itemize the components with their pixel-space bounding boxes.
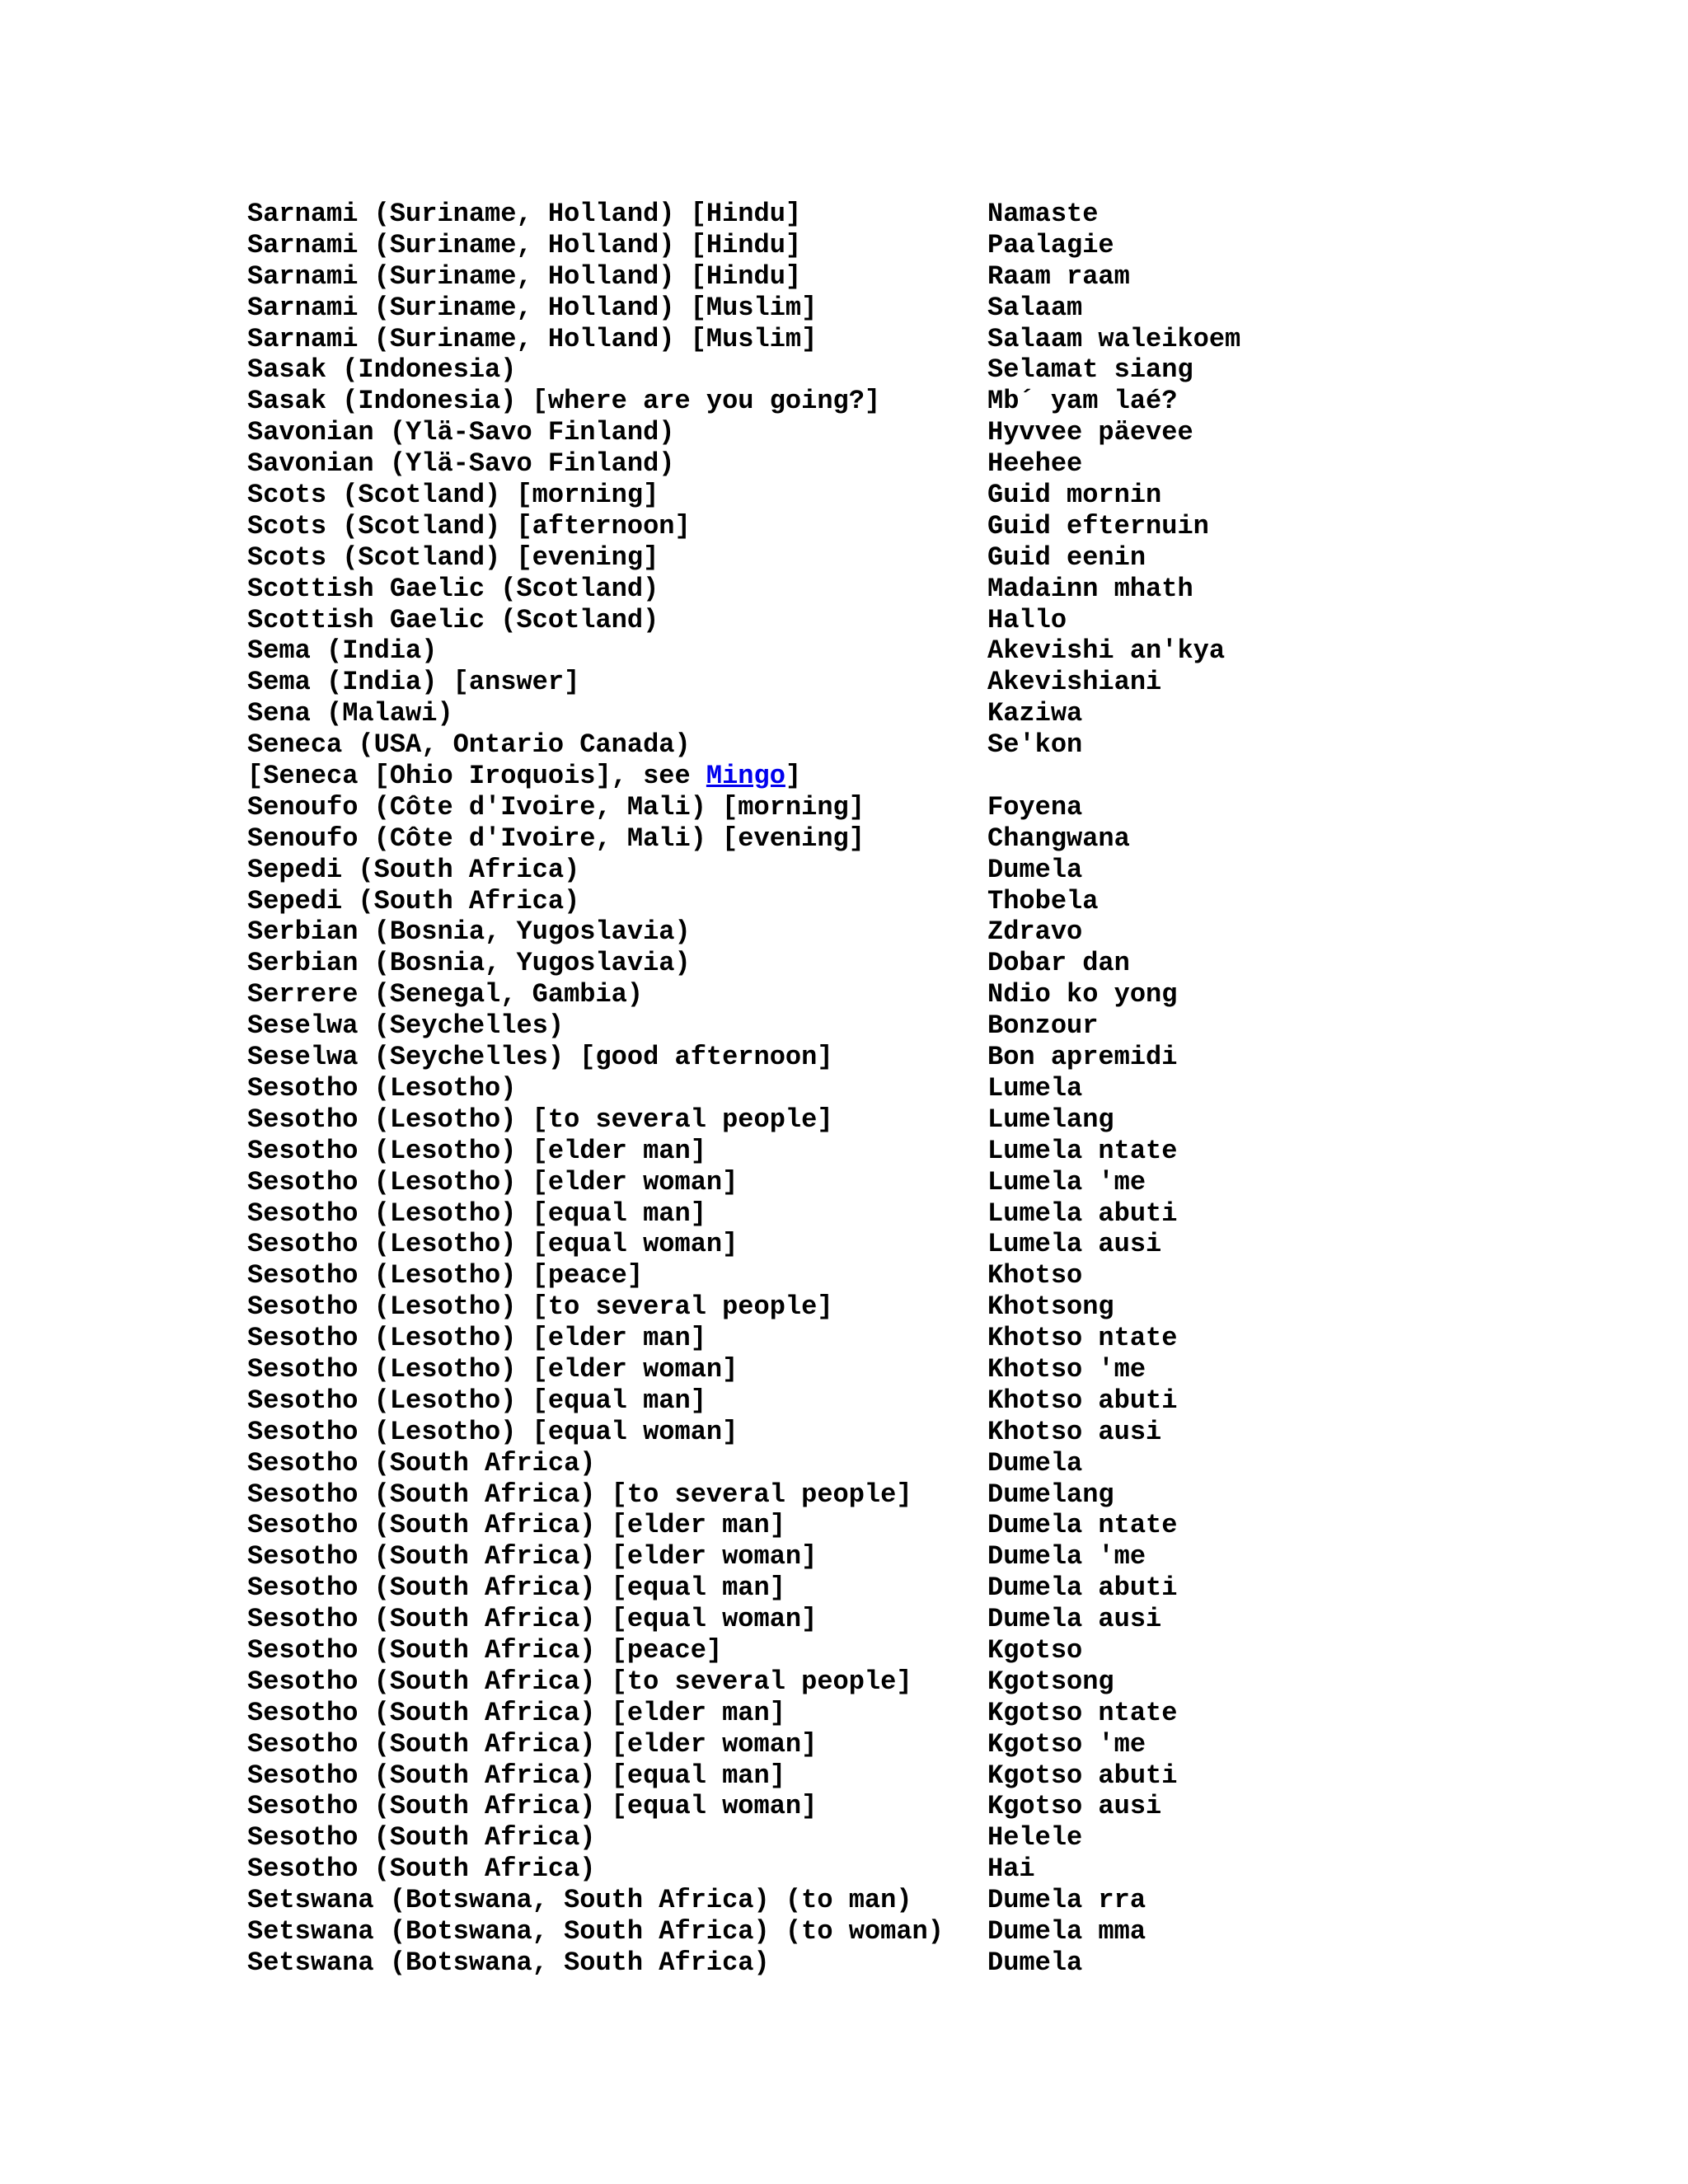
language-name: Sesotho (South Africa) [elder man] [247, 1510, 785, 1541]
language-name: Sesotho (Lesotho) [peace] [247, 1260, 644, 1291]
list-item [247, 792, 1401, 823]
language-name: Sesotho (Lesotho) [equal woman] [247, 1416, 738, 1447]
language-name: Serbian (Bosnia, Yugoslavia) [247, 948, 691, 979]
list-item [247, 1572, 1401, 1604]
language-name: Savonian (Ylä-Savo Finland) [247, 417, 675, 448]
list-item [247, 354, 1401, 386]
list-item [247, 1604, 1401, 1635]
language-name: Seselwa (Seychelles) [good afternoon] [247, 1042, 833, 1073]
list-item [247, 1073, 1401, 1104]
language-name: Sesotho (Lesotho) [equal woman] [247, 1229, 738, 1260]
language-name: Senoufo (Côte d'Ivoire, Mali) [evening] [247, 823, 865, 854]
language-name: Seneca (USA, Ontario Canada) [247, 729, 691, 761]
greeting-text: Guid mornin [987, 480, 1162, 511]
greeting-text: Kaziwa [987, 698, 1083, 729]
greeting-text: Heehee [987, 448, 1083, 480]
list-item [247, 293, 1401, 324]
greeting-text: Changwana [987, 823, 1130, 854]
list-item [247, 979, 1401, 1010]
language-name: Sesotho (Lesotho) [to several people] [247, 1104, 833, 1135]
list-item [247, 1885, 1401, 1916]
greeting-text: Namaste [987, 199, 1099, 229]
list-item [247, 1698, 1401, 1729]
language-name: Scots (Scotland) [evening] [247, 541, 659, 573]
greeting-text: Kgotso ausi [987, 1791, 1162, 1822]
greeting-text: Foyena [987, 791, 1083, 823]
list-item [247, 1635, 1401, 1666]
list-item [247, 1729, 1401, 1760]
list-item [247, 1167, 1401, 1198]
list-item [247, 855, 1401, 886]
greeting-text: Dumela [987, 1447, 1083, 1479]
language-name: Sesotho (Lesotho) [equal man] [247, 1197, 706, 1229]
greeting-text: Khotso ntate [987, 1323, 1178, 1354]
greeting-text: Dumela [987, 1947, 1083, 1978]
greeting-text: Hyvvee päevee [987, 417, 1193, 448]
list-item [247, 667, 1401, 698]
greeting-text: Akevishi an'kya [987, 635, 1226, 667]
list-item [247, 1541, 1401, 1572]
language-name: Sema (India) [247, 635, 438, 667]
greeting-text: Raam raam [987, 260, 1130, 292]
cross-reference [247, 761, 801, 792]
language-name: Sema (India) [answer] [247, 667, 580, 698]
greeting-text: Salaam [987, 292, 1083, 323]
list-item [247, 261, 1401, 293]
list-item [247, 574, 1401, 605]
cross-reference-prefix: [Seneca [Ohio Iroquois], see [247, 761, 706, 792]
list-item [247, 916, 1401, 948]
greeting-text: Kgotso 'me [987, 1728, 1146, 1760]
greeting-text: Dumelang [987, 1479, 1114, 1510]
greeting-text: Helele [987, 1822, 1083, 1854]
list-item [247, 1760, 1401, 1792]
language-name: Scots (Scotland) [afternoon] [247, 510, 691, 541]
language-name: Sesotho (South Africa) [equal man] [247, 1760, 785, 1791]
greeting-text: Salaam waleikoem [987, 323, 1241, 354]
language-name: Sesotho (South Africa) [elder woman] [247, 1728, 818, 1760]
greeting-text: Lumela abuti [987, 1197, 1178, 1229]
language-name: Sarnami (Suriname, Holland) [Hindu] [247, 229, 802, 260]
greeting-text: Guid efternuin [987, 510, 1209, 541]
language-name: Sesotho (Lesotho) [elder woman] [247, 1353, 738, 1385]
greeting-list [247, 199, 1401, 1979]
greeting-text: Akevishiani [987, 667, 1162, 698]
language-name: Sarnami (Suriname, Holland) [Muslim] [247, 323, 818, 354]
list-item [247, 761, 1401, 792]
language-name: Sesotho (South Africa) [elder woman] [247, 1541, 818, 1572]
list-item [247, 635, 1401, 667]
greeting-text: Paalagie [987, 229, 1114, 260]
list-item [247, 1136, 1401, 1167]
greeting-text: Lumela ntate [987, 1135, 1178, 1166]
list-item [247, 542, 1401, 574]
language-name: Sesotho (South Africa) [247, 1854, 596, 1885]
greeting-text: Dumela mma [987, 1915, 1146, 1947]
list-item [247, 1291, 1401, 1323]
language-name: Sesotho (Lesotho) [elder man] [247, 1323, 706, 1354]
greeting-text: Kgotsong [987, 1666, 1114, 1697]
language-name: Sesotho (Lesotho) [elder woman] [247, 1166, 738, 1197]
list-item [247, 1479, 1401, 1511]
greeting-text: Lumela 'me [987, 1166, 1146, 1197]
list-item [247, 1822, 1401, 1854]
language-name: Sasak (Indonesia) [247, 354, 517, 386]
language-name: Seselwa (Seychelles) [247, 1010, 565, 1042]
language-name: Scottish Gaelic (Scotland) [247, 573, 659, 604]
greeting-text: Dobar dan [987, 948, 1130, 979]
language-name: Sesotho (South Africa) [equal woman] [247, 1791, 818, 1822]
greeting-text: Khotso abuti [987, 1385, 1178, 1416]
list-item [247, 1229, 1401, 1260]
greeting-text: Khotsong [987, 1291, 1114, 1323]
language-name: Sesotho (South Africa) [peace] [247, 1634, 723, 1666]
greeting-text: Hallo [987, 604, 1067, 635]
list-item [247, 1666, 1401, 1698]
language-name: Sesotho (South Africa) [247, 1822, 596, 1854]
greeting-text: Madainn mhath [987, 573, 1193, 604]
list-item [247, 1947, 1401, 1979]
greeting-text: Dumela ausi [987, 1604, 1162, 1635]
greeting-text: Lumela [987, 1072, 1083, 1104]
greeting-text: Lumelang [987, 1104, 1114, 1135]
list-item [247, 1916, 1401, 1947]
greeting-text: Guid eenin [987, 541, 1146, 573]
language-name: Sesotho (Lesotho) [to several people] [247, 1291, 833, 1323]
language-name: Serbian (Bosnia, Yugoslavia) [247, 916, 691, 948]
greeting-text: Dumela ntate [987, 1510, 1178, 1541]
language-name: Sesotho (Lesotho) [247, 1072, 517, 1104]
language-name: Sesotho (South Africa) [equal man] [247, 1572, 785, 1604]
language-name: Sesotho (South Africa) [elder man] [247, 1697, 785, 1728]
greeting-text: Kgotso abuti [987, 1760, 1178, 1791]
list-item [247, 1417, 1401, 1448]
language-name: Sepedi (South Africa) [247, 854, 580, 885]
language-name: Sesotho (South Africa) [equal woman] [247, 1604, 818, 1635]
greeting-text: Khotso [987, 1260, 1083, 1291]
greeting-text: Khotso ausi [987, 1416, 1162, 1447]
greeting-text: Lumela ausi [987, 1229, 1162, 1260]
list-item [247, 605, 1401, 636]
language-name: Senoufo (Côte d'Ivoire, Mali) [morning] [247, 791, 865, 823]
language-name: Setswana (Botswana, South Africa) (to man) [247, 1885, 912, 1916]
language-name: Savonian (Ylä-Savo Finland) [247, 448, 675, 480]
greeting-text: Dumela rra [987, 1885, 1146, 1916]
language-name: Serrere (Senegal, Gambia) [247, 979, 644, 1010]
language-name: Sesotho (Lesotho) [elder man] [247, 1135, 706, 1166]
list-item [247, 1448, 1401, 1479]
list-item [247, 199, 1401, 230]
greeting-text: Kgotso [987, 1634, 1083, 1666]
greeting-text: Hai [987, 1854, 1035, 1885]
greeting-text: Dumela 'me [987, 1541, 1146, 1572]
language-name: Sarnami (Suriname, Holland) [Hindu] [247, 260, 802, 292]
list-item [247, 511, 1401, 542]
greeting-text: Kgotso ntate [987, 1697, 1178, 1728]
greeting-text: Zdravo [987, 916, 1083, 948]
language-name: Setswana (Botswana, South Africa) [247, 1947, 770, 1978]
list-item [247, 1510, 1401, 1541]
greeting-text: Se'kon [987, 729, 1083, 761]
list-item [247, 1010, 1401, 1042]
language-name: Setswana (Botswana, South Africa) (to woman) [247, 1915, 944, 1947]
language-name: Sena (Malawi) [247, 698, 453, 729]
greeting-text: Selamat siang [987, 354, 1193, 386]
list-item [247, 1354, 1401, 1385]
list-item [247, 386, 1401, 417]
list-item [247, 230, 1401, 261]
list-item [247, 1791, 1401, 1822]
list-item [247, 698, 1401, 729]
greeting-text: Thobela [987, 885, 1099, 916]
list-item [247, 823, 1401, 855]
list-item [247, 886, 1401, 917]
language-name: Sesotho (South Africa) [to several people] [247, 1479, 912, 1510]
greeting-text: Ndio ko yong [987, 979, 1178, 1010]
list-item [247, 480, 1401, 511]
language-name: Sesotho (Lesotho) [equal man] [247, 1385, 706, 1416]
language-name: Sesotho (South Africa) [247, 1447, 596, 1479]
language-name: Sasak (Indonesia) [where are you going?] [247, 386, 881, 417]
list-item [247, 448, 1401, 480]
list-item [247, 1385, 1401, 1417]
language-name: Sarnami (Suriname, Holland) [Muslim] [247, 292, 818, 323]
greeting-text: Dumela [987, 854, 1083, 885]
greeting-text: Khotso 'me [987, 1353, 1146, 1385]
language-name: Scots (Scotland) [morning] [247, 480, 659, 511]
greeting-text: Bon apremidi [987, 1042, 1178, 1073]
greeting-text: Dumela abuti [987, 1572, 1178, 1604]
list-item [247, 729, 1401, 761]
list-item [247, 324, 1401, 355]
cross-reference-link[interactable]: Mingo [706, 761, 785, 792]
list-item [247, 1198, 1401, 1230]
greeting-text: Bonzour [987, 1010, 1099, 1042]
language-name: Sesotho (South Africa) [to several people] [247, 1666, 912, 1697]
list-item [247, 1042, 1401, 1073]
list-item [247, 417, 1401, 448]
language-name: Scottish Gaelic (Scotland) [247, 604, 659, 635]
list-item [247, 948, 1401, 979]
cross-reference-suffix: ] [785, 761, 802, 792]
language-name: Sepedi (South Africa) [247, 885, 580, 916]
language-name: Sarnami (Suriname, Holland) [Hindu] [247, 199, 802, 229]
greeting-text: Mb´ yam laé? [987, 386, 1178, 417]
list-item [247, 1323, 1401, 1354]
list-item [247, 1854, 1401, 1885]
list-item [247, 1260, 1401, 1291]
list-item [247, 1104, 1401, 1136]
